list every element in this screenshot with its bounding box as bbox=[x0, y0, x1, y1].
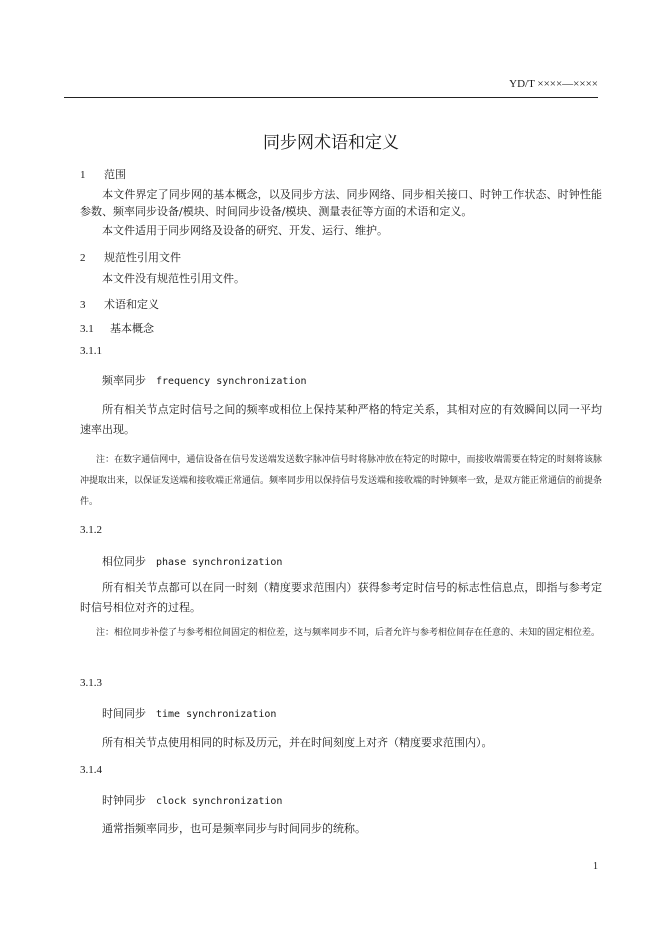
section-title: 规范性引用文件 bbox=[104, 251, 181, 264]
page-number: 1 bbox=[593, 861, 598, 872]
section-number: 3.1 bbox=[80, 323, 94, 335]
term-zh: 时间同步 bbox=[102, 707, 146, 720]
term-heading bbox=[102, 792, 282, 808]
term-note: 注：在数字通信网中，通信设备在信号发送端发送数字脉冲信号时将脉冲放在特定的时隙中，而接收端需要在特定的时刻将该脉冲提取出来，以保证发送端和接收端正常通信。频率同步用以保持信号发送端和接收端的时钟频率一致，是双方能正常通信的前提条件。 bbox=[80, 455, 603, 507]
section-title: 术语和定义 bbox=[104, 298, 159, 311]
term-zh: 相位同步 bbox=[102, 555, 146, 568]
term-zh: 时钟同步 bbox=[102, 794, 146, 807]
term-zh: 频率同步 bbox=[102, 374, 146, 387]
section-1-paragraph-2: 本文件适用于同步网络及设备的研究、开发、运行、维护。 bbox=[102, 224, 388, 237]
term-heading bbox=[102, 553, 282, 569]
term-en: clock synchronization bbox=[156, 796, 283, 807]
section-number: 1 bbox=[80, 169, 86, 181]
term-number: 3.1.1 bbox=[80, 345, 102, 357]
section-2-paragraph-1: 本文件没有规范性引用文件。 bbox=[102, 272, 245, 285]
section-title: 基本概念 bbox=[110, 322, 154, 335]
section-1-heading bbox=[80, 166, 126, 182]
term-definition: 所有相关节点使用相同的时标及历元，并在时间刻度上对齐（精度要求范围内）。 bbox=[102, 736, 493, 749]
section-3-1-heading bbox=[80, 320, 154, 336]
section-title: 范围 bbox=[104, 168, 126, 181]
header-rule bbox=[64, 97, 598, 98]
term-en: time synchronization bbox=[156, 709, 277, 720]
term-number: 3.1.3 bbox=[80, 677, 102, 689]
term-number: 3.1.4 bbox=[80, 764, 102, 776]
term-heading bbox=[102, 372, 307, 388]
term-definition: 通常指频率同步，也可是频率同步与时间同步的统称。 bbox=[102, 822, 366, 835]
section-number: 2 bbox=[80, 252, 86, 264]
section-2-heading bbox=[80, 249, 181, 265]
section-3-heading bbox=[80, 296, 159, 312]
term-heading bbox=[102, 705, 276, 721]
term-definition: 所有相关节点都可以在同一时刻（精度要求范围内）获得参考定时信号的标志性信息点，即指与参考定时信号相位对齐的过程。 bbox=[80, 581, 602, 614]
document-code: YD/T ××××—×××× bbox=[509, 78, 598, 90]
term-number: 3.1.2 bbox=[80, 524, 102, 536]
term-en: phase synchronization bbox=[156, 557, 283, 568]
page-title: 同步网术语和定义 bbox=[263, 133, 399, 153]
section-number: 3 bbox=[80, 299, 86, 311]
term-en: frequency synchronization bbox=[156, 376, 307, 387]
section-1-paragraph-1: 本文件界定了同步网的基本概念，以及同步方法、同步网络、同步相关接口、时钟工作状态、时钟性能参数、频率同步设备/模块、时间同步设备/模块、测量表征等方面的术语和定义。 bbox=[80, 188, 602, 218]
term-note: 注：相位同步补偿了与参考相位间固定的相位差，这与频率同步不同，后者允许与参考相位间存在任意的、未知的固定相位差。 bbox=[96, 628, 601, 638]
term-definition: 所有相关节点定时信号之间的频率或相位上保持某种严格的特定关系，其相对应的有效瞬间以同一平均速率出现。 bbox=[80, 403, 602, 436]
